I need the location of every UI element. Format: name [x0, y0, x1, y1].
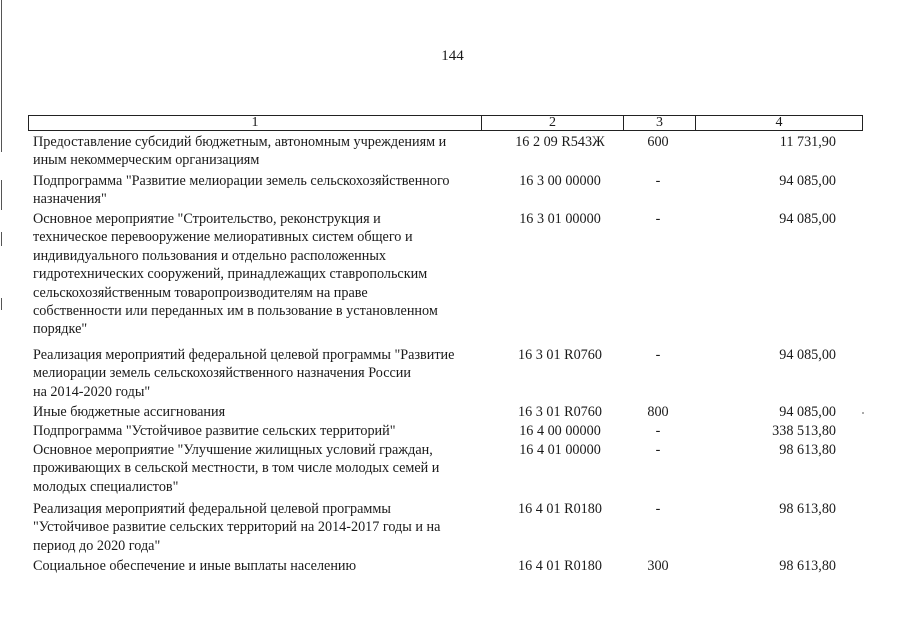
- row-expense-type: -: [655, 423, 661, 439]
- row-name: Социальное обеспечение и иные выплаты населению: [33, 558, 357, 574]
- row-name: Реализация мероприятий федеральной целевой программы "Развитие мелиорации земель сельскохозяйственного назначения России на 2014-2020 годы": [33, 347, 455, 400]
- row-amount: 94 085,00: [779, 211, 836, 227]
- table-header-cell: 2: [481, 116, 623, 130]
- row-amount: 94 085,00: [779, 404, 836, 420]
- left-margin-line: [1, 180, 2, 210]
- row-code: 16 4 01 00000: [519, 442, 601, 458]
- scan-speck: [862, 412, 864, 414]
- row-expense-type: -: [655, 501, 661, 517]
- table-header-row: [28, 115, 863, 131]
- row-expense-type: 600: [647, 134, 669, 150]
- row-code: 16 4 01 R0180: [518, 558, 602, 574]
- row-name: Подпрограмма "Устойчивое развитие сельских территорий": [33, 423, 396, 439]
- row-code: 16 4 00 00000: [519, 423, 601, 439]
- row-name: Иные бюджетные ассигнования: [33, 404, 226, 420]
- row-code: 16 3 01 R0760: [518, 347, 602, 363]
- left-margin-line: [1, 0, 2, 152]
- table-header-cell: 4: [695, 116, 862, 130]
- row-expense-type: 300: [647, 558, 669, 574]
- row-amount: 11 731,90: [779, 134, 836, 150]
- row-expense-type: -: [655, 211, 661, 227]
- row-amount: 94 085,00: [779, 173, 836, 189]
- row-code: 16 3 01 R0760: [518, 404, 602, 420]
- row-name: Предоставление субсидий бюджетным, автономным учреждениям и иным некоммерческим организациям: [33, 134, 447, 169]
- left-margin-line: [1, 298, 2, 310]
- row-name: Основное мероприятие "Улучшение жилищных условий граждан, проживающих в сельской местности, в том числе молодых семей и молодых специалистов": [33, 442, 440, 495]
- row-expense-type: 800: [647, 404, 669, 420]
- row-name: Подпрограмма "Развитие мелиорации земель сельскохозяйственного назначения": [33, 173, 450, 208]
- row-amount: 98 613,80: [779, 442, 836, 458]
- row-code: 16 3 01 00000: [519, 211, 601, 227]
- row-expense-type: -: [655, 347, 661, 363]
- row-amount: 94 085,00: [779, 347, 836, 363]
- row-code: 16 4 01 R0180: [518, 501, 602, 517]
- table-header-cell: 1: [251, 115, 259, 130]
- row-name: Реализация мероприятий федеральной целевой программы "Устойчивое развитие сельских территорий на 2014-2017 годы и на период до 2020 года": [33, 501, 441, 554]
- row-code: 16 3 00 00000: [519, 173, 601, 189]
- table-header-cell: 3: [623, 116, 695, 130]
- row-amount: 338 513,80: [772, 423, 836, 439]
- page-number: 144: [441, 48, 464, 64]
- row-expense-type: -: [655, 173, 661, 189]
- left-margin-line: [1, 232, 2, 246]
- row-amount: 98 613,80: [779, 501, 836, 517]
- row-name: Основное мероприятие "Строительство, реконструкция и техническое перевооружение мелиоративных систем общего и индивидуального пользования и отдельно расположенных гидротехнических сооружений, принадлежащих ставропольским сельскохозяйственным товаропроизводителям на праве собственности или переданных им в пользование в установленном порядке": [33, 211, 438, 338]
- row-expense-type: -: [655, 442, 661, 458]
- row-amount: 98 613,80: [779, 558, 836, 574]
- row-code: 16 2 09 R543Ж: [515, 134, 605, 150]
